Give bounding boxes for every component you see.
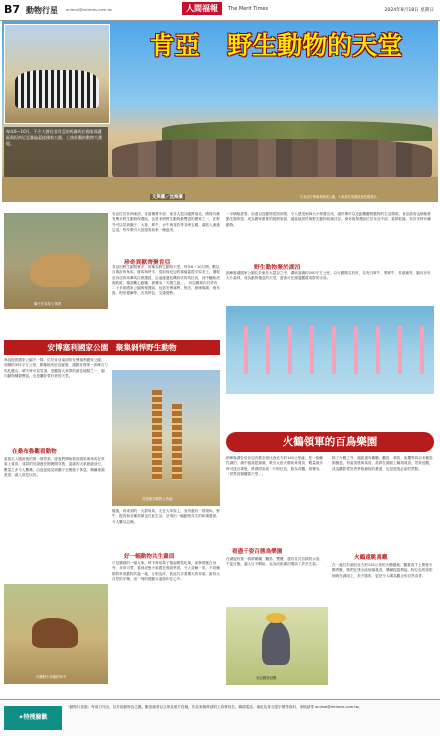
- tag-icon: ✦: [18, 714, 24, 721]
- banner-caption-box: [4, 127, 108, 177]
- footer: [0, 699, 440, 736]
- lake-subhead: 看盡千姿百態鳥樂園: [232, 549, 283, 555]
- footer-tag-label: 特搜臉歡: [23, 714, 48, 721]
- bird-text: 除了火鶴之外，湖區還有鵜鶘、鸛鳥、翠鳥、魚鷹等四百多種鳥類棲息，每當清晨與黃昏，鳥群在湖面上翱翔覓食，景象壯觀，成為攝影愛好者爭相捕捉的畫面，也是遊客必訪的景點。: [332, 456, 433, 471]
- fire-subhead: 火鶴遠眺喜觀: [354, 555, 388, 561]
- lake-text-top: 納庫魯湖國家公園位於東非大裂谷之中，湖區面積約200平方公里，以火鶴聞名於世，另有白犀牛、黑犀牛、長頸鹿等，園內亦有大片森林，成為動物棲息的天堂，遊客可在湖邊觀賞成群的水鳥。: [226, 271, 431, 281]
- crane-caption: 肯亞國鳥冠鶴: [256, 676, 277, 680]
- byline: 文與圖／沈海濱: [152, 195, 183, 200]
- section-title-amboseli: 安博塞利國家公園 聚集剝悍野生動物: [4, 340, 220, 355]
- banner-caption: 每年6～10月，不少大群往非肯亞的馬賽馬拉國家保護區與坦尚尼亞賽倫蓋提國家公園，上演壯觀的動物大遷徙。: [6, 129, 102, 146]
- crane-photo: [226, 607, 328, 685]
- tree-subhead: 在桑布魯觀看動物: [12, 449, 57, 455]
- beast-text: 只見猶豬的一頭大象，時不時用鼻子捲起樹枝吃葉，卻發現牠在身旁，非常可愛，看到這隻小象跟在後面學習，令人莞爾一笑；不同種類的草食動物共處一地，互相為伴，彼此共享著廣大的草原，維持大自然的平衡，這一刻的感動永遠烙印在心中。: [112, 561, 220, 581]
- photo-credit: 在肯亞安博塞利國家公園，大象群在保護區裡悠閒漫步。: [300, 195, 380, 199]
- acacia-trees: [162, 121, 432, 141]
- crowned-crane: [262, 621, 290, 665]
- headline: [118, 26, 434, 62]
- page-code: B7: [4, 3, 21, 16]
- crane-crown: [266, 613, 286, 623]
- zebras: [15, 70, 99, 108]
- section-email: animal@mtimes.com.tw: [66, 7, 113, 12]
- lake-text: 在湖邊欣賞一群群鵜鶘、鸛鳥、鷺鷥，還有各式各樣的水鳥，千姿百態，讓人目不暇給，也為這座湖泊增添了許多生氣。: [226, 557, 324, 567]
- section-name: 動物行星: [26, 6, 58, 15]
- zebra-text: 肯亞因野生動物眾多，被稱為野生動物天堂，每年6～10月間，數以百萬計的角馬、斑馬與羚羊，從坦尚尼亞的塞倫蓋提平原北上，遷徙至肯亞的馬賽馬拉保護區，沿途渡過危機四伏的馬拉河，河中鱷魚虎視眈眈，場面驚心動魄，被譽為「天國之渡」。 肯亞國境內共設有二十多座國家公園與保護區，包括安博塞利、察沃、納庫魯湖、桑布魯、阿伯德爾等，各具特色，交通便利。: [112, 265, 220, 296]
- flamingo-text: 納庫魯湖位於肯亞首都奈洛比西北方約140公里處，是一座鹼性湖泊，湖中盛產藍綠藻，吸引大批火鶴前來覓食，數量最多時可達百萬隻，將湖面染成一片粉紅色，蔚為奇觀，被譽為「世界鳥類觀賞天堂」。: [226, 456, 324, 476]
- lioness: [30, 253, 90, 287]
- subhead-zebra: 珍奇異獸齊聚肯亞: [124, 260, 171, 266]
- flamingo-flock: [234, 326, 424, 374]
- headline-part2: 野生動物的天堂: [227, 31, 403, 60]
- beast-subhead: 好一幅動物共生畫面: [124, 554, 175, 560]
- intro-text: 肯亞位於非洲東部，赤道橫貫中部，東非大裂谷縱貫南北，國境內擁有眾多野生動物保護區，也是非洲野生動物最豐富的國家之一，在野外可以見到獅子、大象、犀牛、水牛與花豹等非洲五霸，讓旅人流連忘返，每年吸引大批遊客前來一睹風采。: [112, 212, 220, 232]
- giraffe-text: 隨後，再來到的一大群角馬，走在大草原上，身旁還有一群斑馬，野牛、鴕鳥和各種鳥類也在此生活，呈現出一幅動物共生的和諧畫面，令人難以忘懷。: [112, 509, 220, 524]
- issue-date: 2024年8月18日 星期日: [384, 8, 434, 13]
- lioness-caption: 獅子在草原上休憩: [34, 302, 62, 306]
- elephant-herd: [112, 139, 432, 179]
- giraffe-1: [152, 390, 162, 480]
- subhead-giraffe: 野生動物聚於湖泊: [254, 265, 301, 271]
- masthead: [0, 0, 440, 21]
- antelope: [32, 618, 78, 648]
- paper-logo-en: The Merit Times: [228, 6, 269, 12]
- footer-tag: [4, 706, 62, 730]
- zebra-inset-photo: [4, 24, 110, 124]
- lioness-photo: [4, 213, 108, 309]
- column-right-text: 一半積極經營，前進以及動物從知到情，令人感受雨林大小保護完成，讓民眾可以近距離觀察動物的生活樣貌，肯亞政府也積極推動生態旅遊，成為國家重要的經濟來源，讓當地居民與野生動物和諧共存。桑布魯保護區位於肯亞中部，氣候乾燥，有許多特有種動物。: [226, 212, 431, 227]
- giraffe-caption: 長頸鹿在曠野上奔跑: [142, 497, 173, 501]
- flamingo-photo: [226, 306, 434, 394]
- antelope-caption: 在曠野中奔跑的羚羊: [36, 675, 67, 679]
- tree-text: 當我走入園區後的第一個景象，遊客們開始看到斑馬與角馬在草原上覓食，成群的長頸鹿在樹叢間穿梭，遠處的大象緩緩前行，數量之多令人驚嘆，沿途更能見到獅子在樹蔭下休息，偶爾抬頭張望，讓人屏息以待。: [4, 457, 105, 477]
- giraffe-photo: [112, 370, 220, 506]
- giraffe-2: [172, 404, 182, 480]
- paper-logo: 人間福報: [182, 2, 222, 15]
- headline-part1: 肯亞: [149, 31, 200, 60]
- section-title-flamingo: 火鶴領軍的百鳥樂園: [226, 432, 434, 452]
- amboseli-text: 與其他的國家公園不一樣，位於肯亞南部的安博塞利國家公園，面積約392平方公里，緊鄰坦尚尼亞邊境，遠眺非洲第一高峰吉力馬札羅山，晴天時可見雪頂，是觀賞大象群的最佳地點之一，園內動物種類豐富，也是攝影愛好者的天堂。: [4, 358, 108, 378]
- fire-text: 在一處位於湖泊北方約120公里的火鶴棲地，觀賞成千上萬隻火鶴齊聚，牠們在淺水區低頭覓食，偶爾振翅飛起，粉紅色的身影倒映在湖面上，美不勝收，更是令人嘆為觀止的自然奇景。: [332, 563, 433, 578]
- antelope-photo: [4, 584, 108, 684]
- footer-notice: 「動物行星版」每周日刊出，以介紹動物為主題。歡迎讀者以文章及照片投稿，作品來稿時請附上真實姓名、聯絡電話、地址及身分證字號等資料，來稿請寄 animal@mtimes.com.tw。: [66, 705, 363, 709]
